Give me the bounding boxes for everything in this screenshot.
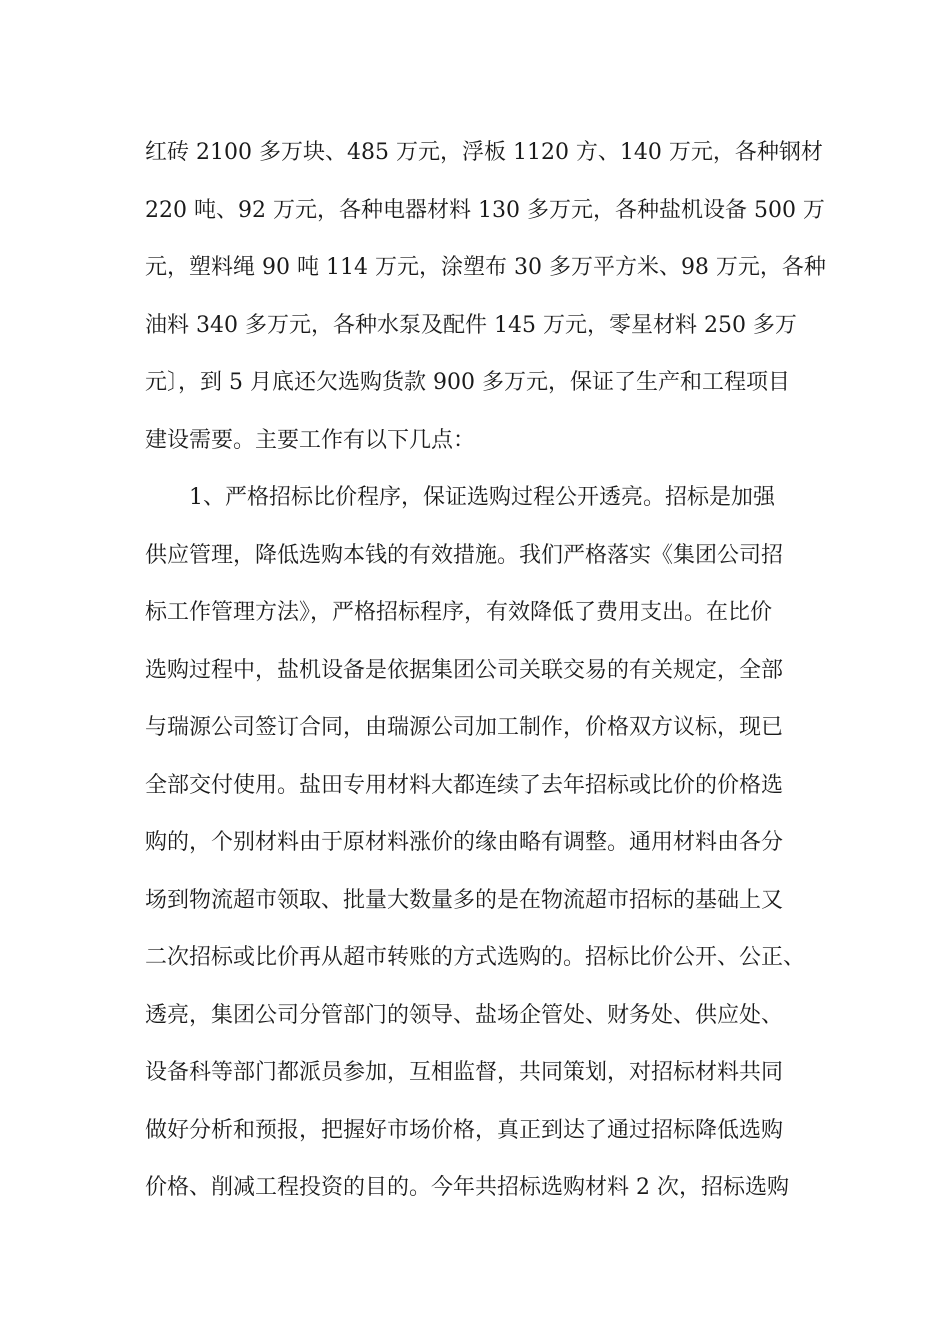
text-line: 做好分析和预报，把握好市场价格，真正到达了通过招标降低选购 — [145, 1117, 784, 1143]
text-line: 建设需要。主要工作有以下几点： — [145, 427, 476, 453]
text-line: 与瑞源公司签订合同，由瑞源公司加工制作，价格双方议标，现已 — [145, 715, 784, 740]
text-line: 元〕，到 5 月底还欠选购货款 900 多万元，保证了生产和工程项目 — [145, 370, 790, 395]
paragraph-first-line: 1、严格招标比价程序，保证选购过程公开透亮。招标是加强 — [189, 485, 775, 510]
text-line: 元，塑料绳 90 吨 114 万元，涂塑布 30 多万平方米、98 万元，各种 — [145, 255, 826, 280]
text-line: 标工作管理方法》，严格招标程序，有效降低了费用支出。在比价 — [145, 600, 773, 625]
text-line: 设备科等部门都派员参加，互相监督，共同策划，对招标材料共同 — [145, 1060, 784, 1085]
text-line: 场到物流超市领取、批量大数量多的是在物流超市招标的基础上又 — [145, 887, 784, 913]
text-line: 油料 340 多万元，各种水泵及配件 145 万元，零星材料 250 多万 — [145, 312, 797, 338]
text-line: 供应管理，降低选购本钱的有效措施。我们严格落实《集团公司招 — [145, 542, 784, 568]
text-line: 红砖 2100 多万块、485 万元，浮板 1120 方、140 万元，各种钢材 — [145, 140, 823, 165]
text-line: 购的，个别材料由于原材料涨价的缘由略有调整。通用材料由各分 — [145, 830, 784, 855]
text-line: 价格、削减工程投资的目的。今年共招标选购材料 2 次，招标选购 — [145, 1175, 789, 1200]
text-line: 透亮，集团公司分管部门的领导、盐场企管处、财务处、供应处、 — [145, 1002, 784, 1028]
text-line: 220 吨、92 万元，各种电器材料 130 多万元，各种盐机设备 500 万 — [145, 197, 825, 223]
text-line: 全部交付使用。盐田专用材料大都连续了去年招标或比价的价格选 — [145, 772, 784, 798]
text-line: 选购过程中，盐机设备是依据集团公司关联交易的有关规定，全部 — [145, 657, 784, 683]
text-line: 二次招标或比价再从超市转账的方式选购的。招标比价公开、公正、 — [145, 945, 806, 970]
body-text — [145, 130, 845, 1223]
